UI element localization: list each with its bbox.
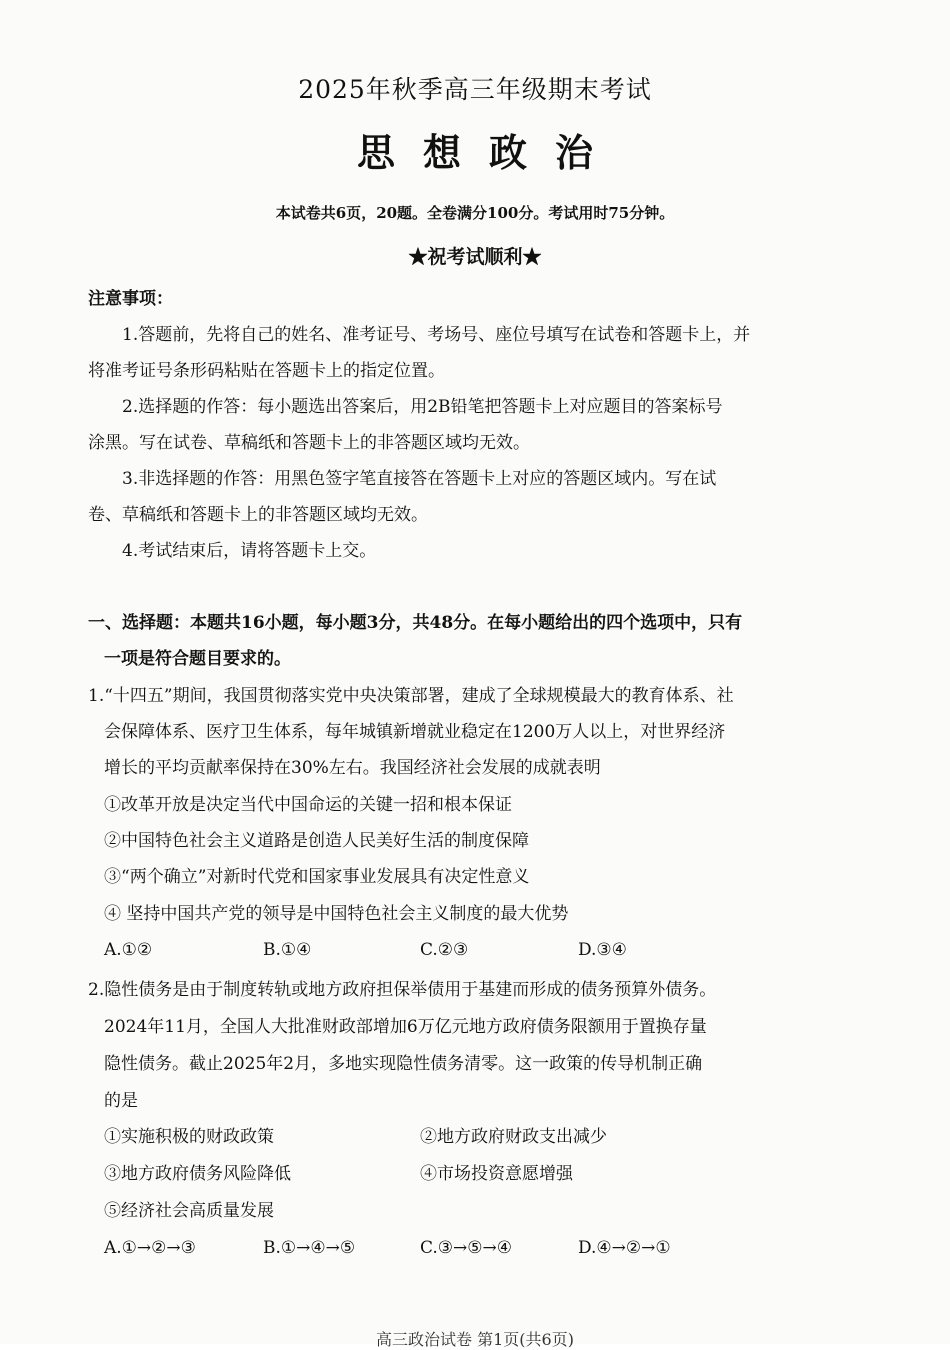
- q1-stem-line-1: 1.“十四五”期间，我国贯彻落实党中央决策部署，建成了全球规模最大的教育体系、社: [88, 686, 734, 706]
- section-one-heading-cont: 一项是符合题目要求的。: [104, 649, 291, 669]
- q2-option-b: B.①→④→⑤: [263, 1238, 356, 1258]
- section-one-heading: 一、选择题：本题共16小题，每小题3分，共48分。在每小题给出的四个选项中，只有: [88, 613, 743, 633]
- q2-statement-4: ④市场投资意愿增强: [420, 1164, 573, 1184]
- notice-item-2-line-2: 涂黑。写在试卷、草稿纸和答题卡上的非答题区域均无效。: [88, 433, 530, 453]
- q1-option-a: A.①②: [104, 940, 153, 960]
- q2-statement-1: ①实施积极的财政政策: [104, 1127, 274, 1147]
- q2-stem-line-4: 的是: [104, 1091, 138, 1111]
- exam-title: 2025年秋季高三年级期末考试: [298, 75, 652, 104]
- notice-heading: 注意事项：: [88, 289, 173, 309]
- q1-statement-2: ②中国特色社会主义道路是创造人民美好生活的制度保障: [104, 831, 529, 851]
- q1-statement-3: ③“两个确立”对新时代党和国家事业发展具有决定性意义: [104, 867, 530, 887]
- notice-item-3-line-2: 卷、草稿纸和答题卡上的非答题区域均无效。: [88, 505, 428, 525]
- exam-info: 本试卷共6页，20题。全卷满分100分。考试用时75分钟。: [275, 204, 675, 222]
- notice-item-3-line-1: 3.非选择题的作答：用黑色签字笔直接答在答题卡上对应的答题区域内。写在试: [122, 469, 717, 489]
- q1-statement-1: ①改革开放是决定当代中国命运的关键一招和根本保证: [104, 795, 512, 815]
- notice-item-2-line-1: 2.选择题的作答：每小题选出答案后，用2B铅笔把答题卡上对应题目的答案标号: [122, 397, 723, 417]
- q1-stem-line-3: 增长的平均贡献率保持在30%左右。我国经济社会发展的成就表明: [104, 758, 601, 778]
- subject-title: 思想政治: [356, 131, 621, 175]
- q2-statement-5: ⑤经济社会高质量发展: [104, 1201, 274, 1221]
- q2-stem-line-3: 隐性债务。截止2025年2月，多地实现隐性债务清零。这一政策的传导机制正确: [104, 1054, 703, 1074]
- q1-stem-line-2: 会保障体系、医疗卫生体系，每年城镇新增就业稳定在1200万人以上，对世界经济: [104, 722, 726, 742]
- q1-statement-4: ④ 坚持中国共产党的领导是中国特色社会主义制度的最大优势: [104, 904, 569, 924]
- notice-item-4: 4.考试结束后，请将答题卡上交。: [122, 541, 377, 561]
- q2-statement-2: ②地方政府财政支出减少: [420, 1127, 607, 1147]
- q1-option-c: C.②③: [420, 940, 469, 960]
- page-footer: 高三政治试卷 第1页(共6页): [376, 1330, 574, 1349]
- q1-option-b: B.①④: [263, 940, 312, 960]
- q2-stem-line-2: 2024年11月，全国人大批准财政部增加6万亿元地方政府债务限额用于置换存量: [104, 1017, 707, 1037]
- blessing-banner: ★祝考试顺利★: [408, 246, 542, 268]
- notice-item-1-line-1: 1.答题前，先将自己的姓名、准考证号、考场号、座位号填写在试卷和答题卡上，并: [122, 325, 751, 345]
- q2-option-a: A.①→②→③: [104, 1238, 196, 1258]
- q2-stem-line-1: 2.隐性债务是由于制度转轨或地方政府担保举债用于基建而形成的债务预算外债务。: [88, 980, 717, 1000]
- q1-option-d: D.③④: [578, 940, 627, 960]
- q2-option-c: C.③→⑤→④: [420, 1238, 513, 1258]
- notice-item-1-line-2: 将准考证号条形码粘贴在答题卡上的指定位置。: [88, 361, 445, 381]
- q2-statement-3: ③地方政府债务风险降低: [104, 1164, 291, 1184]
- q2-option-d: D.④→②→①: [578, 1238, 671, 1258]
